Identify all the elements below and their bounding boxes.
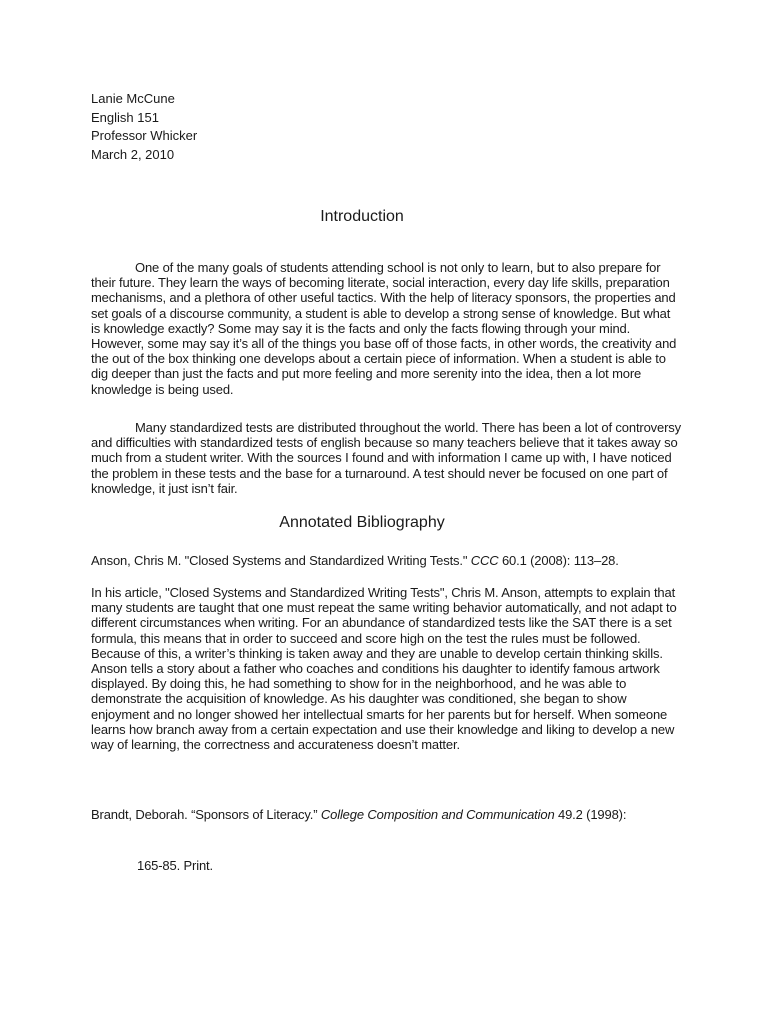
paragraph-1-text: One of the many goals of students attending school is not only to learn, but to also prepare for their future. They learn the ways of becoming literate, social interaction, every day life skills, preparation mechanisms, and a plethora of other useful tactics. With the help of literacy sponsors, the properties and set goals of a discourse community, a student is able to develop a strong sense of knowledge. But what is knowledge exactly? Some may say it is the facts and only the facts flowing through your mind. However, some may say it’s all of the things you base off of those facts, in other words, the creativity and the out of the box thinking one develops about a certain piece of information. When a student is able to dig deeper than just the facts and put more feeling and more serenity into the idea, then a lot more knowledge is being used.	[91, 260, 677, 397]
citation-anson-pre: Anson, Chris M. "Closed Systems and Standardized Writing Tests."	[91, 553, 471, 568]
bibliography-heading: Annotated Bibliography	[279, 514, 445, 531]
citation-anson	[91, 553, 711, 568]
citation-brandt-pre: Brandt, Deborah. “Sponsors of Literacy.”	[91, 807, 321, 822]
citation-anson-journal: CCC	[470, 553, 499, 568]
paragraph-2-text: Many standardized tests are distributed throughout the world. There has been a lot of controversy and difficulties with standardized tests of english because so many teachers believe that it takes away so much from a student writer. With the sources I found and with information I came up with, I have noticed the problem in these tests and the base for a turnaround. A test should never be focused on one part of knowledge, it just isn’t fair.	[91, 420, 681, 496]
citation-brandt	[91, 807, 711, 822]
introduction-paragraph-1	[91, 260, 681, 397]
citation-brandt-journal: College Composition and Communication	[320, 807, 555, 822]
introduction-heading: Introduction	[320, 208, 404, 225]
introduction-paragraph-2	[91, 420, 681, 496]
professor-name: Professor Whicker	[91, 128, 198, 143]
author-name: Lanie McCune	[91, 91, 175, 106]
document-date: March 2, 2010	[91, 146, 175, 162]
citation-anson-post: 60.1 (2008): 113–28.	[498, 553, 619, 568]
course-name: English 151	[91, 109, 159, 125]
annotation-anson: In his article, "Closed Systems and Standardized Writing Tests", Chris M. Anson, attempts to explain that many students are taught that one must repeat the same writing behavior automatically, and not adapt to different circumstances when writing. For an abundance of standardized tests like the SAT there is a set formula, this means that in order to succeed and score high on the test the rules must be followed. Because of this, a writer’s thinking is taken away and they are unable to develop certain thinking skills. Anson tells a story about a father who coaches and conditions his daughter to identify famous artwork displayed. By doing this, he had something to show for in the neighborhood, and he was able to demonstrate the acquisition of knowledge. As his daughter was conditioned, she began to show enjoyment and no longer showed her intellectual smarts for her parents but for herself. When someone learns how branch away from a certain expectation and use their knowledge and liking to develop a new way of learning, the correctness and accurateness doesn’t matter.	[91, 585, 677, 753]
citation-brandt-post: 49.2 (1998):	[554, 807, 627, 822]
document-header	[91, 90, 197, 164]
citation-brandt-continuation: 165-85. Print.	[137, 858, 213, 873]
